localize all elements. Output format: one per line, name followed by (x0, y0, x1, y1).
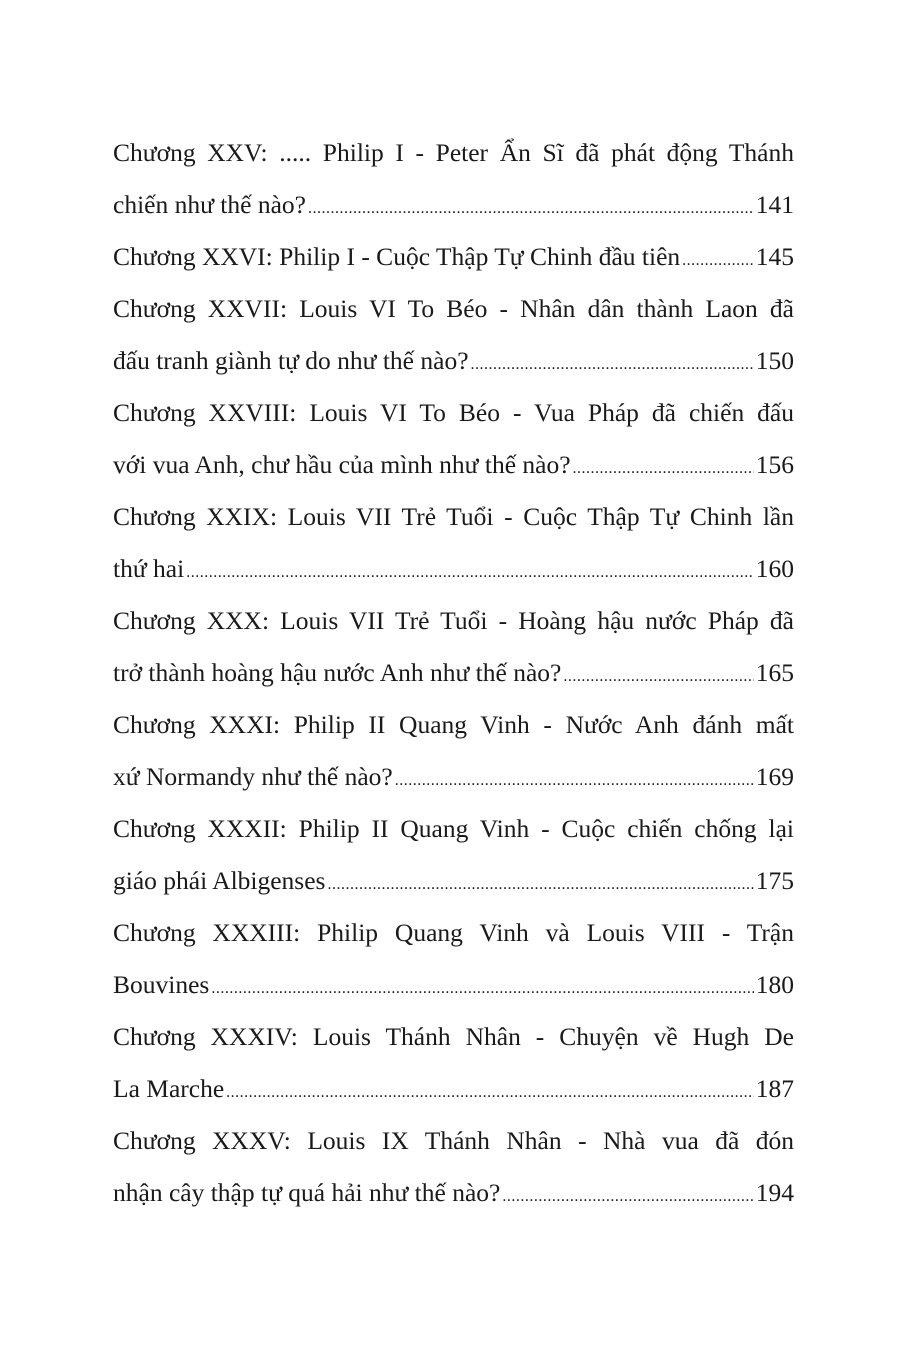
toc-entry-leader-line (113, 1167, 794, 1219)
page-number: 145 (755, 242, 794, 271)
toc-entry-xxxv[interactable] (113, 1115, 794, 1219)
toc-entry-title-cont: giáo phái Albigenses (113, 866, 326, 895)
toc-entry-title-cont: La Marche (113, 1074, 225, 1103)
page-number: 165 (755, 658, 794, 687)
toc-entry-leader-line (113, 335, 794, 387)
toc-entry-xxxiii[interactable] (113, 907, 794, 1011)
toc-entry-xxv[interactable] (113, 127, 794, 231)
toc-entry-xxvii[interactable] (113, 283, 794, 387)
dot-leader (211, 963, 753, 1011)
dot-leader (502, 1171, 753, 1219)
dot-leader (563, 651, 753, 699)
page-number: 175 (755, 866, 794, 895)
toc-entry-xxvi[interactable] (113, 231, 794, 283)
toc-entry-xxxii[interactable] (113, 803, 794, 907)
toc-entry-title: Chương XXXIII: Philip Quang Vinh và Louis VIII - Trận (113, 918, 794, 947)
toc-entry-leader-line (113, 1063, 794, 1115)
toc-entry-title: Chương XXVIII: Louis VI To Béo - Vua Pháp đã chiến đấu (113, 398, 794, 427)
toc-entry-xxxi[interactable] (113, 699, 794, 803)
toc-entry-leader-line (113, 647, 794, 699)
page-number: 141 (755, 190, 794, 219)
page-number: 160 (755, 554, 794, 583)
toc-entry-title: Chương XXXII: Philip II Quang Vinh - Cuộc chiến chống lại (113, 814, 794, 843)
dot-leader (226, 1067, 754, 1115)
page-number: 180 (755, 970, 794, 999)
page-number: 194 (755, 1178, 794, 1207)
dot-leader (682, 235, 754, 283)
dot-leader (395, 755, 754, 803)
toc-entry-title-cont: đấu tranh giành tự do như thế nào? (113, 346, 469, 375)
table-of-contents (113, 127, 794, 1219)
toc-entry-leader-line (113, 179, 794, 231)
toc-entry-xxx[interactable] (113, 595, 794, 699)
toc-entry-leader-line (113, 751, 794, 803)
page-number: 169 (755, 762, 794, 791)
dot-leader (573, 443, 754, 491)
toc-entry-title-cont: với vua Anh, chư hầu của mình như thế nào? (113, 450, 571, 479)
page-number: 187 (755, 1074, 794, 1103)
toc-entry-leader-line (113, 439, 794, 491)
toc-entry-title: Chương XXIX: Louis VII Trẻ Tuổi - Cuộc Thập Tự Chinh lần (113, 502, 794, 531)
page-number: 156 (755, 450, 794, 479)
toc-entry-title-cont: xứ Normandy như thế nào? (113, 762, 393, 791)
toc-entry-title-cont: Bouvines (113, 970, 210, 999)
toc-entry-title: Chương XXX: Louis VII Trẻ Tuổi - Hoàng hậu nước Pháp đã (113, 606, 794, 635)
toc-entry-leader-line (113, 855, 794, 907)
toc-entry-title-cont: trở thành hoàng hậu nước Anh như thế nào? (113, 658, 562, 687)
dot-leader (186, 547, 754, 595)
toc-entry-title: Chương XXXV: Louis IX Thánh Nhân - Nhà vua đã đón (113, 1126, 794, 1155)
toc-entry-title: Chương XXXIV: Louis Thánh Nhân - Chuyện về Hugh De (113, 1022, 794, 1051)
page-number: 150 (755, 346, 794, 375)
toc-entry-title: Chương XXVI: Philip I - Cuộc Thập Tự Chinh đầu tiên (113, 242, 681, 271)
dot-leader (471, 339, 754, 387)
toc-entry-leader-line (113, 231, 794, 283)
toc-entry-leader-line (113, 543, 794, 595)
toc-entry-title: Chương XXV: ..... Philip I - Peter Ẩn Sĩ đã phát động Thánh (113, 138, 794, 167)
dot-leader (327, 859, 753, 907)
toc-entry-xxix[interactable] (113, 491, 794, 595)
toc-entry-title: Chương XXVII: Louis VI To Béo - Nhân dân thành Laon đã (113, 294, 794, 323)
toc-entry-leader-line (113, 959, 794, 1011)
toc-entry-title-cont: thứ hai (113, 554, 185, 583)
toc-entry-xxviii[interactable] (113, 387, 794, 491)
dot-leader (308, 183, 754, 231)
toc-entry-title-cont: chiến như thế nào? (113, 190, 306, 219)
toc-entry-title: Chương XXXI: Philip II Quang Vinh - Nước Anh đánh mất (113, 710, 794, 739)
toc-entry-title-cont: nhận cây thập tự quá hải như thế nào? (113, 1178, 501, 1207)
toc-entry-xxxiv[interactable] (113, 1011, 794, 1115)
